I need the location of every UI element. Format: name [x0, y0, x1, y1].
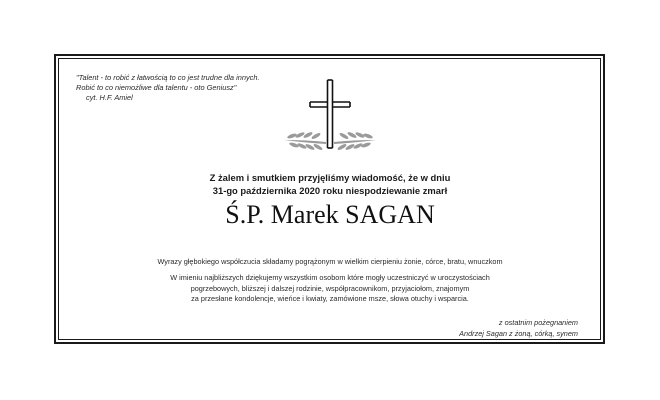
cross-with-laurel-icon	[270, 70, 390, 160]
announcement-line-1: Z żalem i smutkiem przyjęliśmy wiadomość, że w dniu	[209, 172, 451, 183]
signoff	[318, 318, 578, 339]
deceased-name: Ś.P. Marek SAGAN	[225, 200, 435, 229]
signoff-line-1: z ostatnim pożegnaniem	[498, 318, 578, 327]
thanks-line-3: za przesłane kondolencje, wieńce i kwiaty, zamówione msze, słowa otuchy i wsparcia.	[191, 294, 469, 303]
thanks-paragraph	[90, 273, 570, 305]
thanks-line-2: pogrzebowych, bliższej i dalszej rodzinie, współpracownikom, przyjaciołom, znajomym	[190, 283, 470, 293]
announcement	[130, 171, 530, 197]
quote-citation: cyt. H.F. Amiel	[86, 93, 133, 102]
quote-line-1: "Talent - to robić z łatwością to co jest trudne dla innych.	[76, 73, 260, 82]
quote-line-2: Robić to co niemożliwe dla talentu - oto Geniusz"	[76, 83, 237, 92]
signoff-line-2: Andrzej Sagan z żoną, córką, synem	[459, 328, 578, 338]
thanks-line-1: W imieniu najbliższych dziękujemy wszystkim osobom które mogły uczestniczyć w uroczystościach	[170, 273, 490, 282]
announcement-line-2: 31-go października 2020 roku niespodziewanie zmarł	[212, 185, 448, 196]
condolence-text: Wyrazy głębokiego współczucia składamy pogrążonym w wielkim cierpieniu żonie, córce, bratu, wnuczkom	[157, 257, 503, 266]
